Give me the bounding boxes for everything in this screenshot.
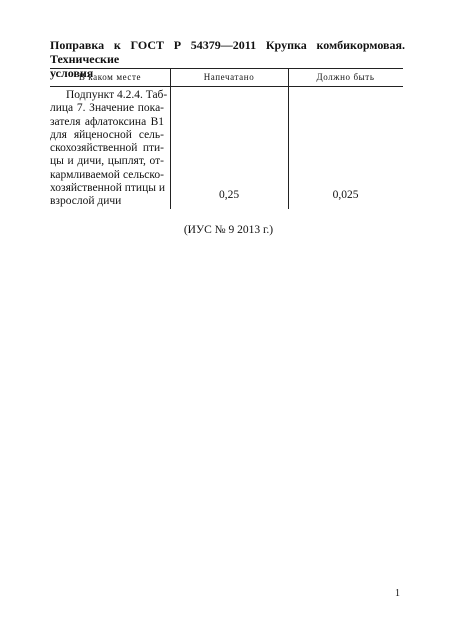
table-header-rule bbox=[50, 86, 403, 87]
location-cell bbox=[50, 89, 168, 209]
header-should-be: Должно быть bbox=[316, 72, 375, 82]
location-line: хозяйственной птицы и bbox=[50, 182, 165, 195]
header-location: В каком месте bbox=[78, 72, 142, 82]
location-line: цы и дичи, цыплят, от- bbox=[50, 155, 164, 168]
table-top-rule bbox=[50, 68, 403, 69]
table-column-divider bbox=[170, 68, 171, 209]
location-line: для яйценосной сель- bbox=[50, 128, 164, 141]
should-be-value: 0,025 bbox=[332, 189, 359, 201]
header-printed: Напечатано bbox=[203, 72, 255, 82]
location-line: скохозяйственной пти- bbox=[50, 142, 164, 155]
location-line: взрослой дичи bbox=[50, 195, 122, 208]
title-line-1: Поправка к ГОСТ Р 54379—2011 Крупка комбикормовая. Технические bbox=[50, 38, 405, 66]
title-line-2: условия bbox=[50, 66, 94, 80]
location-line: кармливаемой сельско- bbox=[50, 168, 164, 181]
table-column-divider bbox=[288, 68, 289, 209]
printed-value: 0,25 bbox=[218, 189, 240, 201]
location-line: зателя афлатоксина В1 bbox=[50, 115, 164, 128]
source-reference: (ИУС № 9 2013 г.) bbox=[183, 224, 274, 236]
location-line: Подпункт 4.2.4. Таб- bbox=[66, 89, 168, 101]
page-number: 1 bbox=[395, 588, 400, 599]
location-line: лица 7. Значение пока- bbox=[50, 102, 164, 115]
